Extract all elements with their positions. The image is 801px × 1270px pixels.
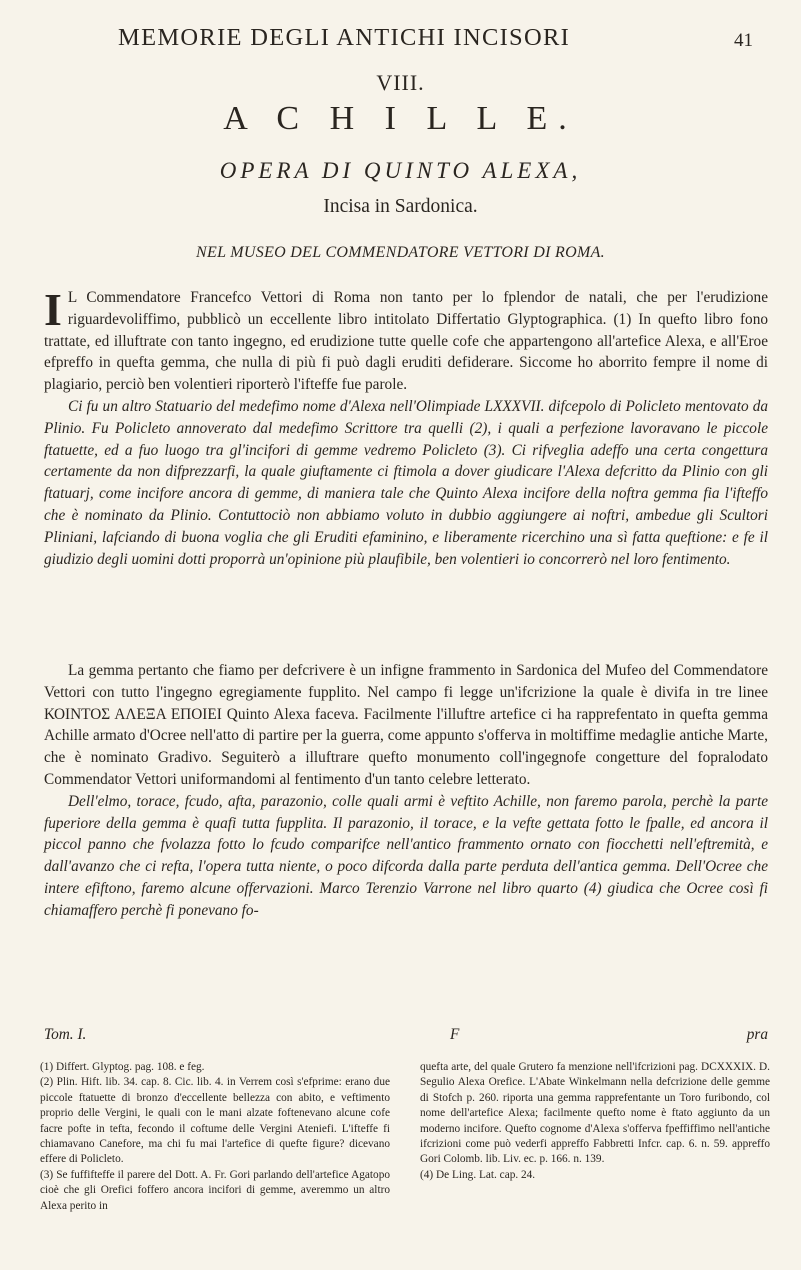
running-head [40, 24, 761, 58]
drop-cap: I [44, 284, 62, 335]
catchword: pra [746, 1026, 768, 1043]
footnotes-right-column [420, 1060, 770, 1183]
section-subtitle: OPERA DI QUINTO ALEXA, [219, 158, 582, 183]
footnote-4: (4) De Ling. Lat. cap. 24. [420, 1168, 536, 1181]
paragraph-intro [44, 284, 768, 396]
paragraph-gem-description: La gemma pertanto che fiamo per defcrivere è un infigne frammento in Sardonica del Mufeo del Commendatore Vettori con tutto l'ingegno egregiamente fupplito. Nel campo fi legge un'ifcrizione la quale è divifa in tre linee ΚΟΙΝΤΟΣ ΑΛΕΞΑ ΕΠΟΙΕΙ Quinto Alexa faceva. Facilmente l'illuftre artefice ci ha rapprefentato in quefta gemma Achille armato d'Ocree nell'atto di partire per la guerra, come appunto s'offerva in moltiffime medaglie antiche Marte, che è nominato Gradivo. Seguiterò a illuftrare quefto monumento coll'ingegnofe congetture del fopralodato Commendator Vettori uniformandomi al fentimento d'un tanto celebre letterato. [44, 662, 768, 788]
section-title: A C H I L L E. [223, 100, 578, 137]
page-number: 41 [734, 30, 753, 51]
footnote-3: (3) Se fuffifteffe il parere del Dott. A. Fr. Gori parlando dell'artefice Agatopo cioè che gli Orefici foffero ancora incifori di gemme, averemmo un altro Alexa perito in [40, 1168, 390, 1212]
running-title: MEMORIE DEGLI ANTICHI INCISORI [118, 24, 571, 51]
paragraph-quotation: Ci fu un altro Statuario del medefimo nome d'Alexa nell'Olimpiade LXXXVII. difcepolo di Policleto mentovato da Plinio. Fu Policleto annoverato dal medefimo Scrittore tra quelli (2), i quali a perfezione lavoravano le piccole ftatuette, ed a fuo luogo tra gl'incifori di gemme vedremo Policleto (3). Ci rifveglia adeffo una certa congettura certamente da non difprezzarfi, la quale giuftamente ci ftimola a dover giudicare l'Alexa defcritto da Plinio con gli ftatuarj, come incifore ancora di gemme, di maniera tale che Quinto Alexa incifore della noftra gemma fia l'ifteffo che è nominato da Plinio. Contuttociò non abbiamo voluto in dubbio aggiungere ai noftri, ambedue gli Scultori Pliniani, lafciando di buona voglia che gli Eruditi efaminino, e liberamente ricerchino una sì fatta queftione: e fe il giudizio degli uomini dotti proporrà un'opinione più plaufibile, ben volentieri io concorrerò nel loro fentimento. [44, 397, 768, 568]
volume-mark: Tom. I. [44, 1026, 87, 1043]
section-museum: NEL MUSEO DEL COMMENDATORE VETTORI DI ROMA. [196, 244, 605, 261]
section-material: Incisa in Sardonica. [323, 196, 478, 217]
section-number: VIII. [376, 70, 425, 95]
footnotes-left-column [40, 1060, 390, 1214]
footnote-1: (1) Differt. Glyptog. pag. 108. e feg. [40, 1061, 205, 1073]
signature-mark: F [450, 1026, 460, 1043]
paragraph-intro-text: L Commendatore Francefco Vettori di Roma non tanto per lo fplendor de natali, che per l'erudizione riguardevoliffimo, pubblicò un eccellente libro intitolato Differtatio Glyptographica. (1) In quefto libro fono trattate, ed illuftrate con tanto ingegno, ed erudizione tutte quelle cofe che appartengono all'artefice Alexa, e all'Eroe efpreffo in quefta gemma, che nulla di più fi può dagli eruditi defiderare. Siccome ho aborrito fempre il nome di plagiario, perciò ben volentieri riporterò l'ifteffe fue parole. [44, 289, 768, 394]
paragraph-armour: Dell'elmo, torace, fcudo, afta, parazonio, colle quali armi è veftito Achille, non faremo parola, perchè la parte fuperiore della gemma è quafi tutta fupplita. Il parazonio, il torace, e la vefte gettata fotto le fpalle, ed ancora il piccol panno che fvolazza fotto lo fcudo comparifce nell'antico frammento ornato con fiocchetti nell'eftremità, e dall'avanzo che ci refta, l'opera tutta niente, o poco difcorda dalla parte perduta dell'antica gemma. Dell'Ocree che intere efiftono, faremo alcune offervazioni. Marco Terenzio Varrone nel libro quarto (4) giudica che Ocree così fi chiamaffero perchè fi ponevano fo- [44, 792, 768, 919]
footnote-2: (2) Plin. Hift. lib. 34. cap. 8. Cic. lib. 4. in Verrem così s'efprime: erano due piccole ftatuette di bronzo d'eccellente bellezza con abito, e veftimento proprio delle Vergini, le quali con le mani alzate foftenevano alcune cofe facre pofte in tefta, fecondo il coftume delle Vergini Ateniefi. L'ifteffe fi chiamavano Canefore, ma chi fu mai l'artefice di quefte figure? dicevano effere di Policleto. [40, 1076, 390, 1166]
body-text-lower [44, 660, 768, 922]
body-text-upper [44, 284, 768, 570]
footnote-3-continued: quefta arte, del quale Grutero fa menzione nell'ifcrizioni pag. DCXXXIX. D. Segulio Alexa Orefice. L'Abate Winkelmann nella defcrizione delle gemme di Stofch p. 260. riporta una gemma rapprefentante un Toro furibondo, col nome dell'artefice Alexa; facilmente quefto nome è ftato aggiunto da un moderno incifore. Quefto cognome d'Alexa s'offerva fpeffiffimo nell'antiche ifcrizioni come può vederfi appreffo Fabbretti Infcr. cap. 6. n. 59. appreffo Gori Colomb. lib. Liv. ec. p. 166. n. 139. [420, 1061, 770, 1166]
